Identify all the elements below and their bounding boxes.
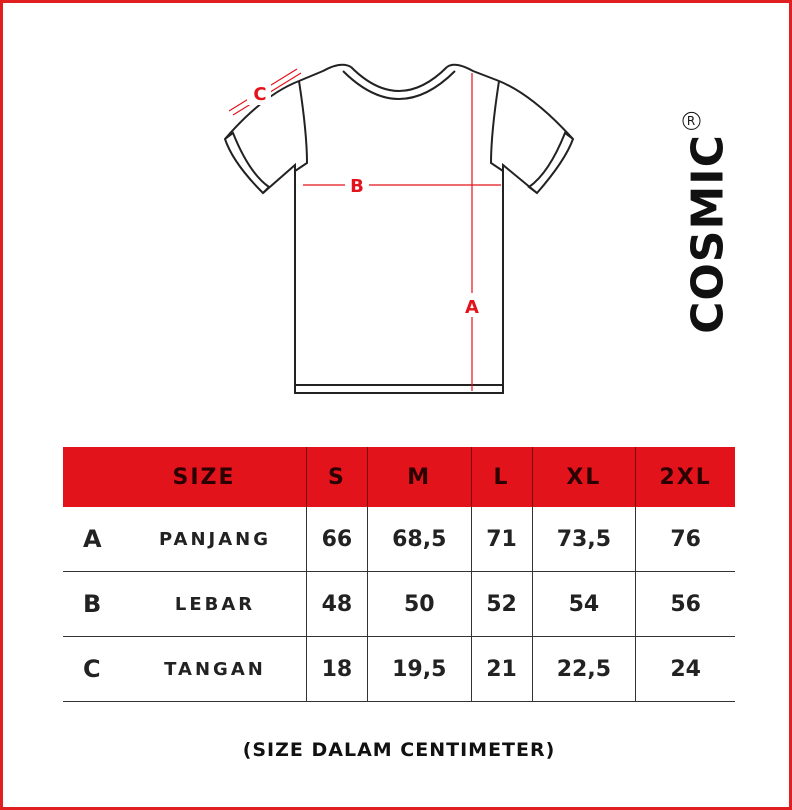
label-a: A <box>465 297 479 318</box>
table-cell: 54 <box>532 572 636 637</box>
header-size-l: L <box>471 447 532 507</box>
size-table <box>63 447 735 702</box>
row-label: LEBAR <box>124 572 307 637</box>
row-label: TANGAN <box>124 637 307 702</box>
table-cell: 22,5 <box>532 637 636 702</box>
table-header-row <box>63 447 735 507</box>
row-code: C <box>63 637 124 702</box>
header-size-m: M <box>367 447 471 507</box>
header-size-label: SIZE <box>63 447 307 507</box>
table-cell: 18 <box>307 637 368 702</box>
table-cell: 56 <box>636 572 735 637</box>
table-cell: 73,5 <box>532 507 636 572</box>
row-code: B <box>63 572 124 637</box>
table-cell: 48 <box>307 572 368 637</box>
header-size-2xl: 2XL <box>636 447 735 507</box>
table-row <box>63 637 735 702</box>
tshirt-diagram <box>203 43 603 413</box>
row-code: A <box>63 507 124 572</box>
label-b: B <box>350 176 364 197</box>
table-cell: 24 <box>636 637 735 702</box>
header-size-xl: XL <box>532 447 636 507</box>
table-cell: 76 <box>636 507 735 572</box>
header-size-s: S <box>307 447 368 507</box>
table-cell: 68,5 <box>367 507 471 572</box>
tshirt-outline <box>203 43 603 413</box>
table-cell: 66 <box>307 507 368 572</box>
row-label: PANJANG <box>124 507 307 572</box>
brand-logo <box>683 112 734 334</box>
table-cell: 50 <box>367 572 471 637</box>
table-row <box>63 507 735 572</box>
table-cell: 71 <box>471 507 532 572</box>
label-c: C <box>253 84 267 105</box>
unit-note: (SIZE DALAM CENTIMETER) <box>242 739 556 761</box>
table-cell: 19,5 <box>367 637 471 702</box>
table-cell: 52 <box>471 572 532 637</box>
brand-name: COSMIC <box>682 134 734 334</box>
table-row <box>63 572 735 637</box>
table-cell: 21 <box>471 637 532 702</box>
registered-mark-icon: R <box>683 112 701 130</box>
